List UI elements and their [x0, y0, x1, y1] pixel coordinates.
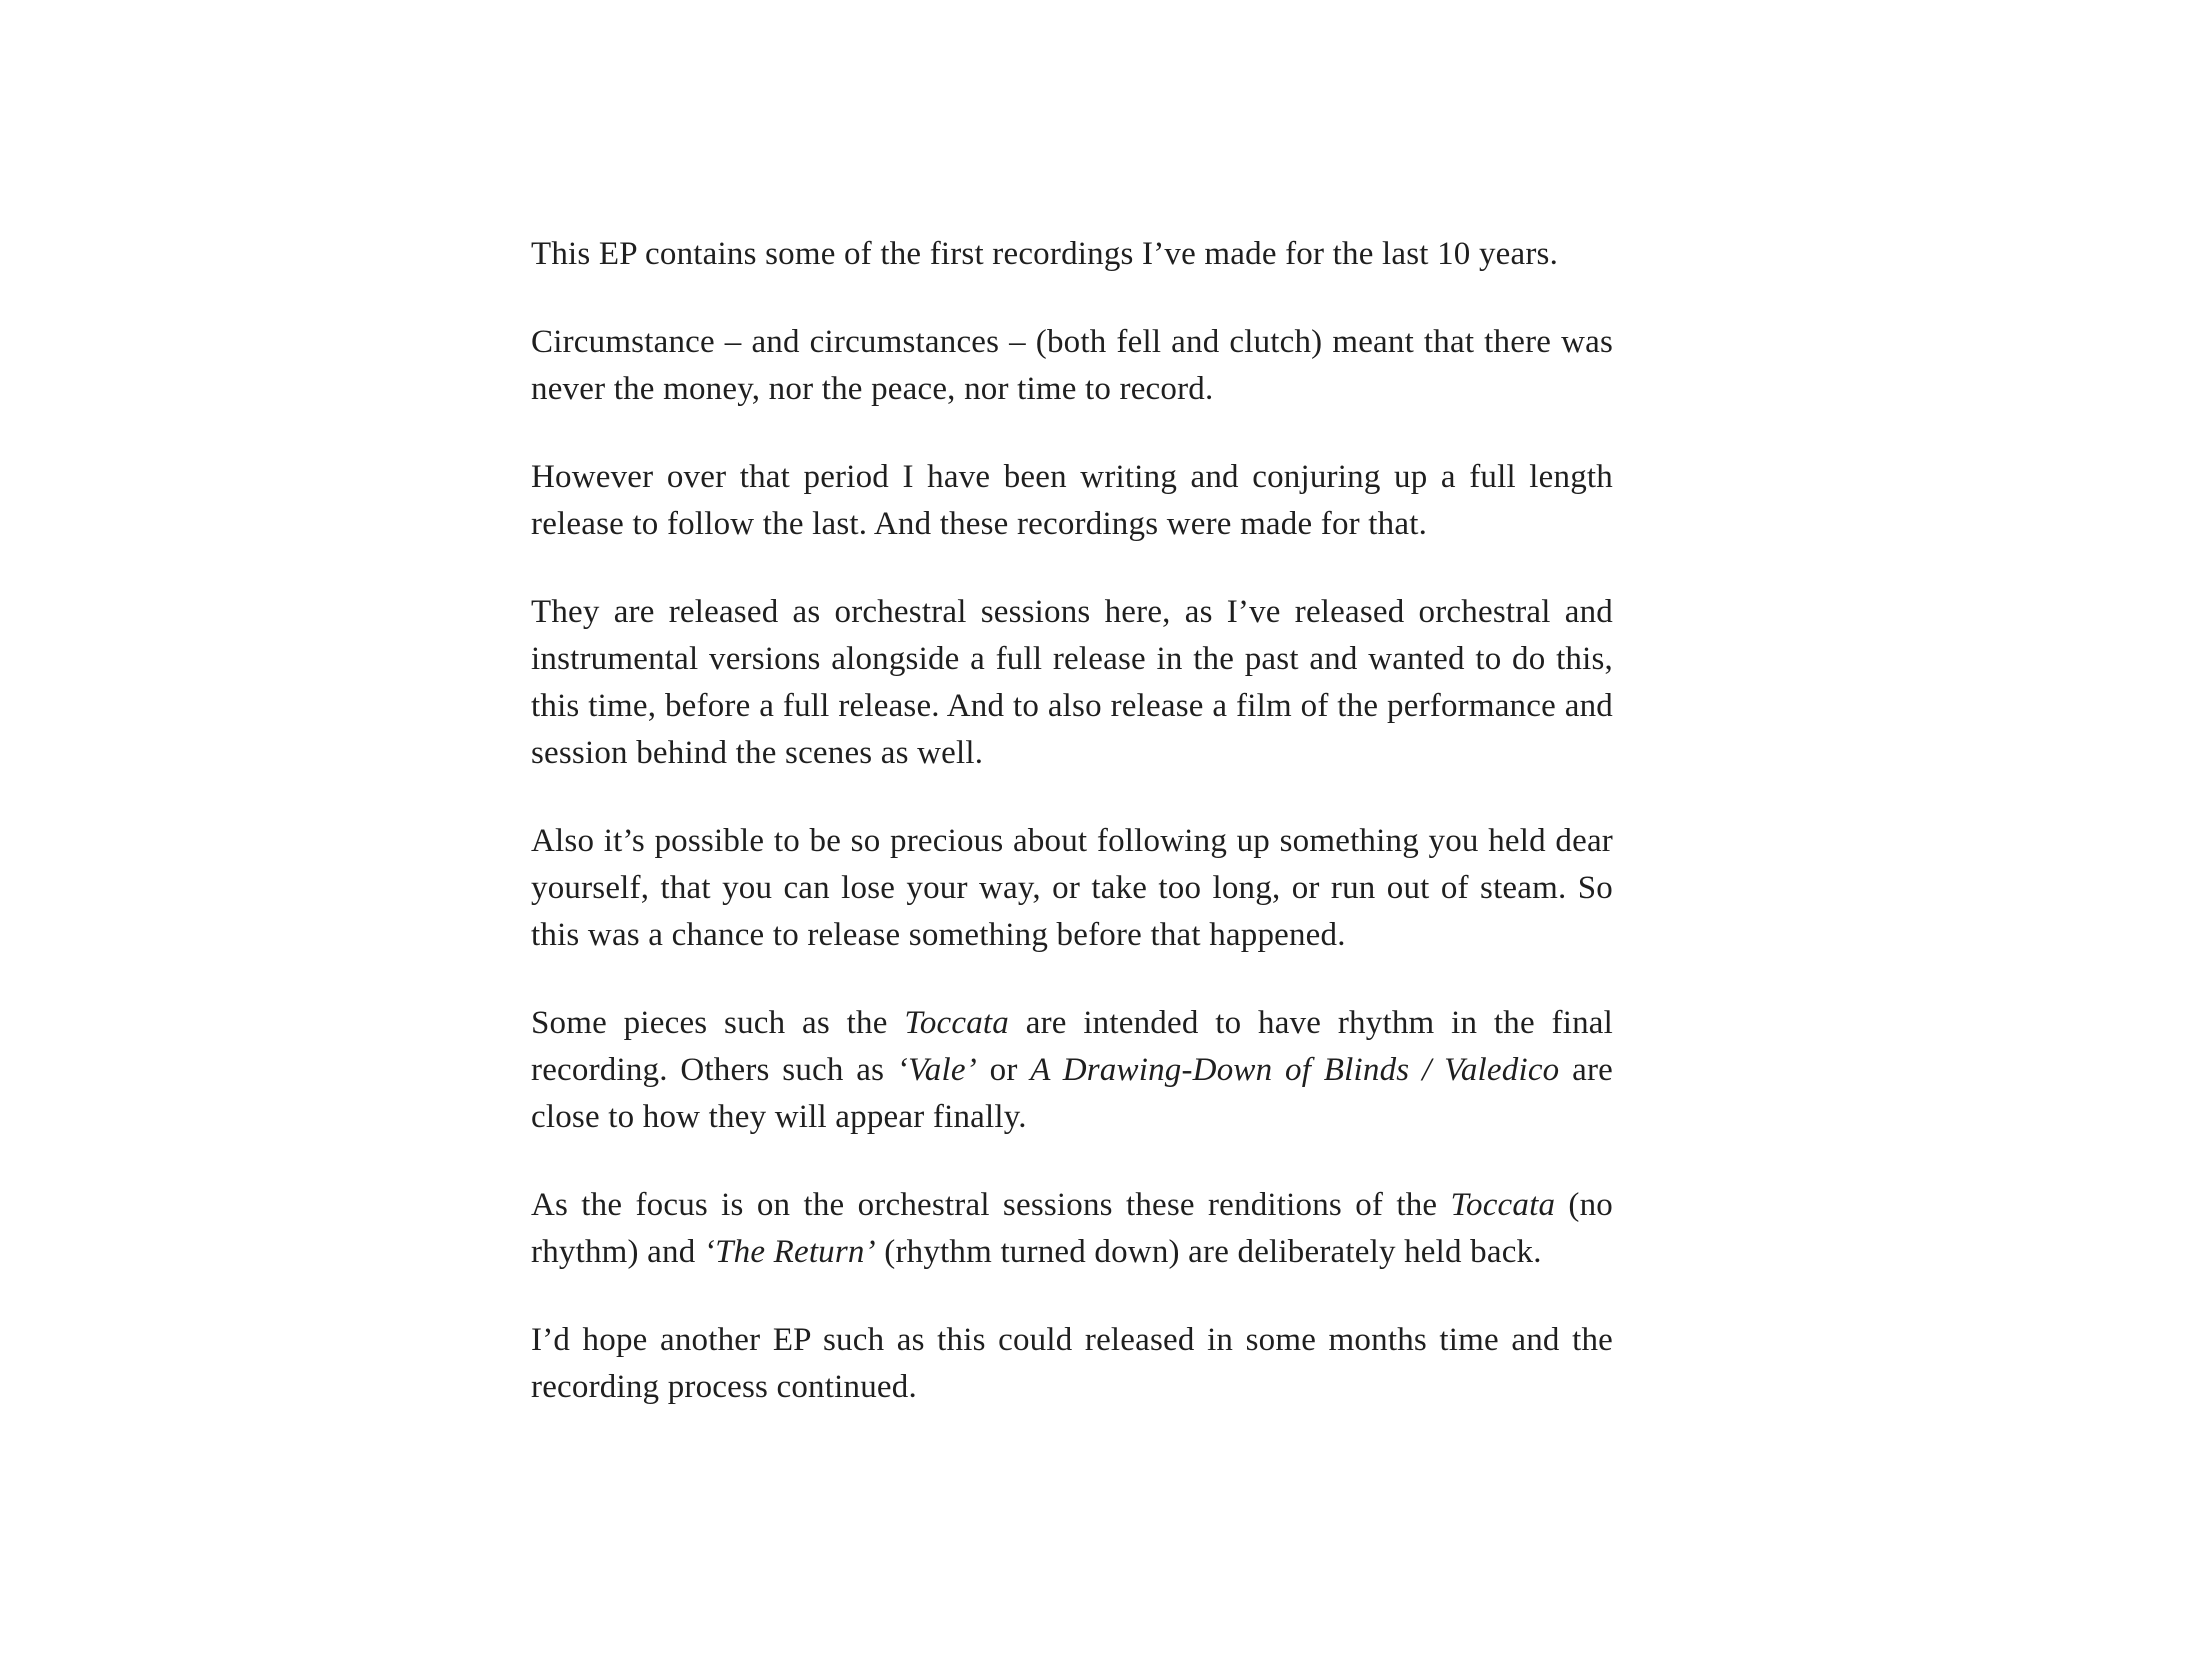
paragraph — [531, 589, 1613, 777]
work-title: Toccata — [904, 1005, 1009, 1041]
paragraph — [531, 1182, 1613, 1276]
paragraph — [531, 319, 1613, 413]
text-run: (rhythm turned down) are deliberately held back. — [875, 1234, 1542, 1270]
text-run: are intended to have rhythm in the final recording. Others such as — [531, 1005, 1613, 1088]
paragraph — [531, 231, 1613, 278]
text-run: They are released as orchestral sessions here, as I’ve released orchestral and instrumental versions alongside a full release in the past and wanted to do this, this time, before a full release. And to also release a film of the performance and session behind the scenes as well. — [531, 594, 1613, 771]
text-run: Also it’s possible to be so precious about following up something you held dear yourself, that you can lose your way, or take too long, or run out of steam. So this was a chance to release something before that happened. — [531, 823, 1613, 953]
text-run: Some pieces such as the — [531, 1005, 905, 1041]
work-title: Toccata — [1450, 1187, 1556, 1223]
text-run: As the focus is on the orchestral sessions these renditions of the — [531, 1187, 1451, 1223]
work-title: ‘The Return’ — [703, 1234, 876, 1270]
paragraph — [531, 1000, 1613, 1141]
paragraph — [531, 818, 1613, 959]
text-run: I’d hope another EP such as this could released in some months time and the recording process continued. — [531, 1322, 1613, 1405]
work-title: ‘Vale’ — [896, 1052, 977, 1088]
liner-notes-text — [531, 231, 1613, 1411]
text-run: are close to how they will appear finally. — [531, 1052, 1613, 1135]
work-title: A Drawing-Down of Blinds / Valedico — [1030, 1052, 1560, 1088]
text-run: (no rhythm) and — [531, 1187, 1613, 1270]
paragraph — [531, 454, 1613, 548]
paragraph — [531, 1317, 1613, 1411]
text-run: or — [976, 1052, 1031, 1088]
text-run: Circumstance – and circumstances – (both fell and clutch) meant that there was never the money, nor the peace, nor time to record. — [531, 324, 1613, 407]
text-run: This EP contains some of the first recordings I’ve made for the last 10 years. — [531, 236, 1559, 272]
text-run: However over that period I have been writing and conjuring up a full length release to follow the last. And these recordings were made for that. — [531, 459, 1613, 542]
